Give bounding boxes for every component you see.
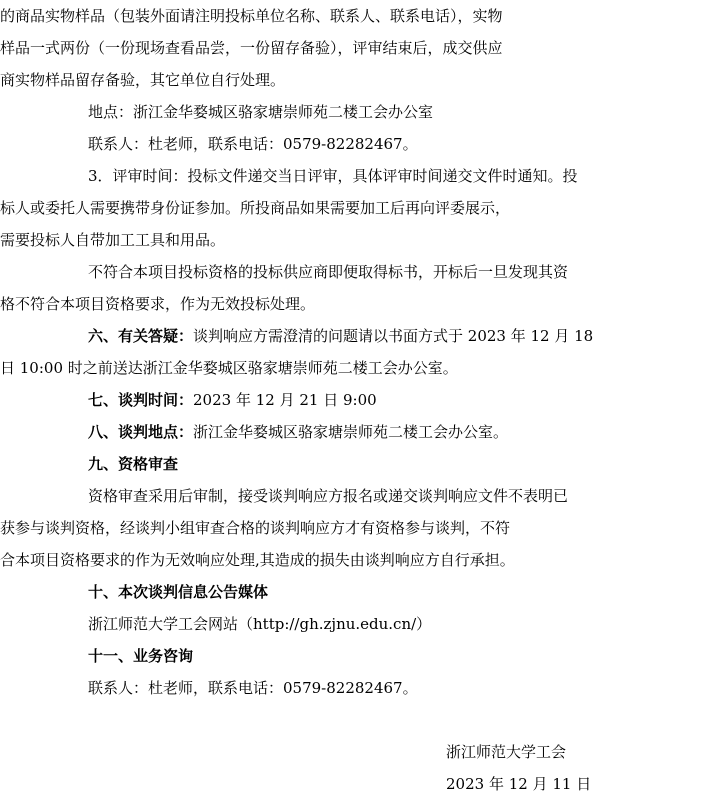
section-8-heading: 八、谈判地点： [88, 423, 194, 441]
section-9-line-1: 资格审查采用后审制，接受谈判响应方报名或递交谈判响应文件不表明已 [88, 487, 569, 505]
samples-line-2: 样品一式两份（一份现场查看品尝，一份留存备验），评审结束后，成交供应 [0, 39, 503, 57]
section-7-heading: 七、谈判时间： [88, 391, 194, 409]
samples-line-1: 的商品实物样品（包装外面请注明投标单位名称、联系人、联系电话），实物 [0, 7, 503, 25]
review-time-line-1: 3．评审时间：投标文件递交当日评审，具体评审时间递交文件时通知。投 [88, 167, 578, 185]
section-8-line [88, 416, 508, 448]
signature-date: 2023 年 12 月 11 日 [446, 775, 592, 793]
disqualify-line-1: 不符合本项目投标资格的投标供应商即便取得标书，开标后一旦发现其资 [88, 263, 569, 281]
section-6-line-1 [88, 320, 593, 352]
review-time-line-2: 标人或委托人需要携带身份证参加。所投商品如果需要加工后再向评委展示， [0, 199, 511, 217]
section-6-text: 谈判响应方需澄清的问题请以书面方式于 2023 年 12 月 18 [193, 327, 594, 345]
section-11-text: 联系人：杜老师，联系电话：0579-82282467。 [88, 679, 418, 697]
section-8-text: 浙江金华婺城区骆家塘崇师苑二楼工会办公室。 [193, 423, 509, 441]
section-9-line-2: 获参与谈判资格，经谈判小组审查合格的谈判响应方才有资格参与谈判，不符 [0, 519, 511, 537]
section-11-heading: 十一、业务咨询 [88, 647, 194, 665]
section-10-text: 浙江师范大学工会网站（http://gh.zjnu.edu.cn/） [88, 615, 432, 633]
section-7-line [88, 384, 377, 416]
contact-line-1: 联系人：杜老师，联系电话：0579-82282467。 [88, 135, 418, 153]
address-line: 地点：浙江金华婺城区骆家塘崇师苑二楼工会办公室 [88, 103, 434, 121]
section-9-line-3: 合本项目资格要求的作为无效响应处理,其造成的损失由谈判响应方自行承担。 [0, 551, 515, 569]
disqualify-line-2: 格不符合本项目资格要求，作为无效投标处理。 [0, 295, 316, 313]
review-time-line-3: 需要投标人自带加工工具和用品。 [0, 231, 226, 249]
section-7-text: 2023 年 12 月 21 日 9:00 [193, 391, 377, 409]
section-9-heading: 九、资格审查 [88, 455, 179, 473]
section-10-heading: 十、本次谈判信息公告媒体 [88, 583, 269, 601]
signature-org: 浙江师范大学工会 [446, 743, 567, 761]
section-6-line-2: 日 10:00 时之前送达浙江金华婺城区骆家塘崇师苑二楼工会办公室。 [0, 359, 458, 377]
section-6-heading: 六、有关答疑： [88, 327, 194, 345]
samples-line-3: 商实物样品留存备验，其它单位自行处理。 [0, 71, 286, 89]
